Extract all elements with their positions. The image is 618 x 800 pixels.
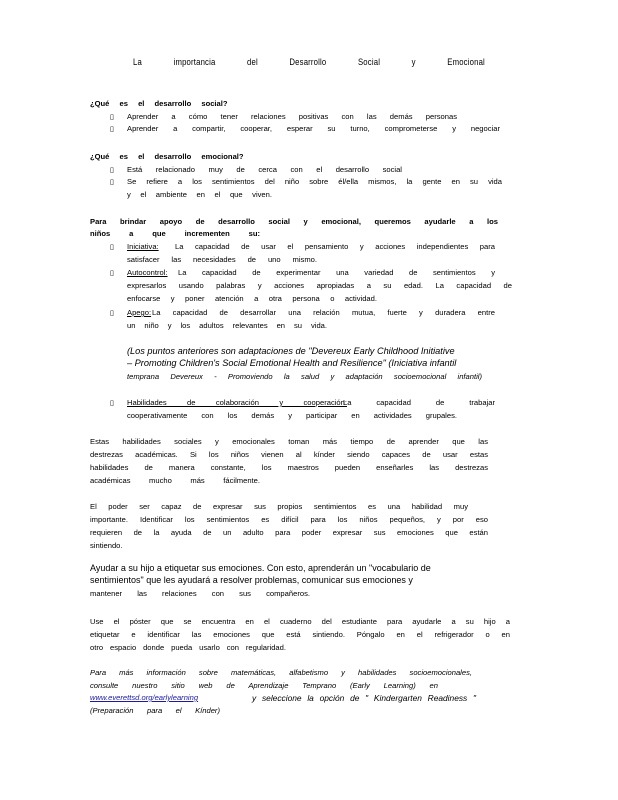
bullet-icon: ▯	[110, 113, 114, 121]
selfcontrol-term: Autocontrol:	[127, 268, 168, 277]
initiative-term: Iniciativa:	[127, 242, 159, 251]
resources-line1: Para más información sobre matemáticas, alfabetismo y habilidades socioemocionales,	[90, 668, 472, 677]
paragraph-2-line1: El poder ser capaz de expresar sus propios sentimientos es una habilidad muy	[90, 502, 468, 511]
emotional-bullet-1	[110, 165, 402, 176]
paragraph-2-line2: importante. Identificar los sentimientos es difícil para los niños pequeños, y por eso	[90, 515, 488, 524]
page-title: La importancia del Desarrollo Social y Emocional	[133, 57, 485, 67]
paragraph-3-line3: mantener las relaciones con sus compañeros.	[90, 589, 310, 598]
emotional-heading: ¿Qué es el desarrollo emocional?	[90, 152, 244, 161]
social-bullet-1	[110, 112, 457, 123]
selfcontrol-line-2: expresarlos usando palabras y acciones apropiadas a su edad. La capacidad de	[127, 281, 512, 290]
bullet-icon: ▯	[110, 309, 114, 317]
attachment-item	[110, 308, 495, 319]
collaboration-item	[110, 398, 495, 409]
initiative-item	[110, 242, 495, 253]
social-heading: ¿Qué es el desarrollo social?	[90, 99, 228, 108]
collaboration-line-2: cooperativamente con los demás y participar en actividades grupales.	[127, 411, 457, 420]
paragraph-4-line1: Use el póster que se encuentra en el cuaderno del estudiante para ayudarle a su hijo a	[90, 617, 510, 626]
bullet-icon: ▯	[110, 243, 114, 251]
emotional-bullet-2-cont	[127, 190, 272, 201]
social-bullet-1-text: Aprender a cómo tener relaciones positivas con las demás personas	[127, 112, 457, 121]
paragraph-2-line4: sintiendo.	[90, 541, 123, 550]
bullet-icon: ▯	[110, 269, 114, 277]
emotional-bullet-2-cont-text: y el ambiente en el que viven.	[127, 190, 272, 199]
social-bullet-2-text: Aprender a compartir, cooperar, esperar su turno, comprometerse y negociar	[127, 124, 500, 133]
attachment-line-1: La capacidad de desarrollar una relación mutua, fuerte y duradera entre	[152, 308, 495, 317]
source-note-line1: (Los puntos anteriores son adaptaciones de "Devereux Early Childhood Initiative	[127, 346, 455, 356]
emotional-bullet-2-text: Se refiere a los sentimientos del niño sobre él/ella mismos, la gente en su vida	[127, 177, 502, 186]
paragraph-1-line4: académicas mucho más fácilmente.	[90, 476, 260, 485]
bullet-icon: ▯	[110, 178, 114, 186]
paragraph-1-line3: habilidades de manera constante, los maestros pueden enseñarles las destrezas	[90, 463, 488, 472]
selfcontrol-line-3: enfocarse y poner atención a otra persona o actividad.	[127, 294, 377, 303]
support-heading-line1: Para brindar apoyo de desarrollo social y emocional, queremos ayudarle a los	[90, 217, 498, 226]
source-note-line3: temprana Devereux - Promoviendo la salud y adaptación socioemocional infantil)	[127, 372, 482, 381]
selfcontrol-line-1: La capacidad de experimentar una variedad de sentimientos y	[178, 268, 495, 277]
paragraph-3-line2: sentimientos" que les ayudará a resolver problemas, comunicar sus emociones y	[90, 575, 413, 585]
collaboration-line-1: La capacidad de trabajar	[343, 398, 495, 407]
paragraph-4-line2: etiquetar e identificar las emociones que está sintiendo. Póngalo en el refrigerador o en	[90, 630, 510, 639]
initiative-line-1: La capacidad de usar el pensamiento y acciones independientes para	[175, 242, 495, 251]
emotional-bullet-1-text: Está relacionado muy de cerca con el desarrollo social	[127, 165, 402, 174]
paragraph-4-line3: otro espacio donde pueda usarlo con regularidad.	[90, 643, 286, 652]
paragraph-1-line1: Estas habilidades sociales y emocionales toman más tiempo de aprender que las	[90, 437, 488, 446]
early-learning-link[interactable]: www.everettsd.org/earlylearning	[90, 693, 199, 702]
bullet-icon: ▯	[110, 125, 114, 133]
resources-line3	[90, 693, 476, 704]
bullet-icon: ▯	[110, 166, 114, 174]
paragraph-1-line2: destrezas académicas. Si los niños vienen al kínder siendo capaces de usar estas	[90, 450, 488, 459]
selfcontrol-item	[110, 268, 495, 279]
emotional-bullet-2	[110, 177, 502, 188]
bullet-icon: ▯	[110, 399, 114, 407]
resources-line2: consulte nuestro sitio web de Aprendizaje Temprano (Early Learning) en	[90, 681, 438, 690]
resources-line3-rest: y seleccione la opción de " Kindergarten Readiness "	[252, 693, 476, 703]
social-bullet-2	[110, 124, 500, 135]
attachment-term: Apego:	[127, 308, 152, 317]
source-note-line2: – Promoting Children's Social Emotional Health and Resilience" (Iniciativa infantil	[127, 358, 457, 368]
paragraph-2-line3: requieren de la ayuda de un adulto para poder expresar sus emociones que están	[90, 528, 488, 537]
support-heading-line2: niños a que incrementen su:	[90, 229, 260, 238]
attachment-line-2: un niño y los adultos relevantes en su vida.	[127, 321, 327, 330]
initiative-line-2: satisfacer las necesidades de uno mismo.	[127, 255, 317, 264]
resources-line4: (Preparación para el Kínder)	[90, 706, 220, 715]
paragraph-3-line1: Ayudar a su hijo a etiquetar sus emociones. Con esto, aprenderán un "vocabulario de	[90, 563, 431, 573]
collaboration-term: Habilidades de colaboración y cooperación:	[127, 398, 347, 407]
